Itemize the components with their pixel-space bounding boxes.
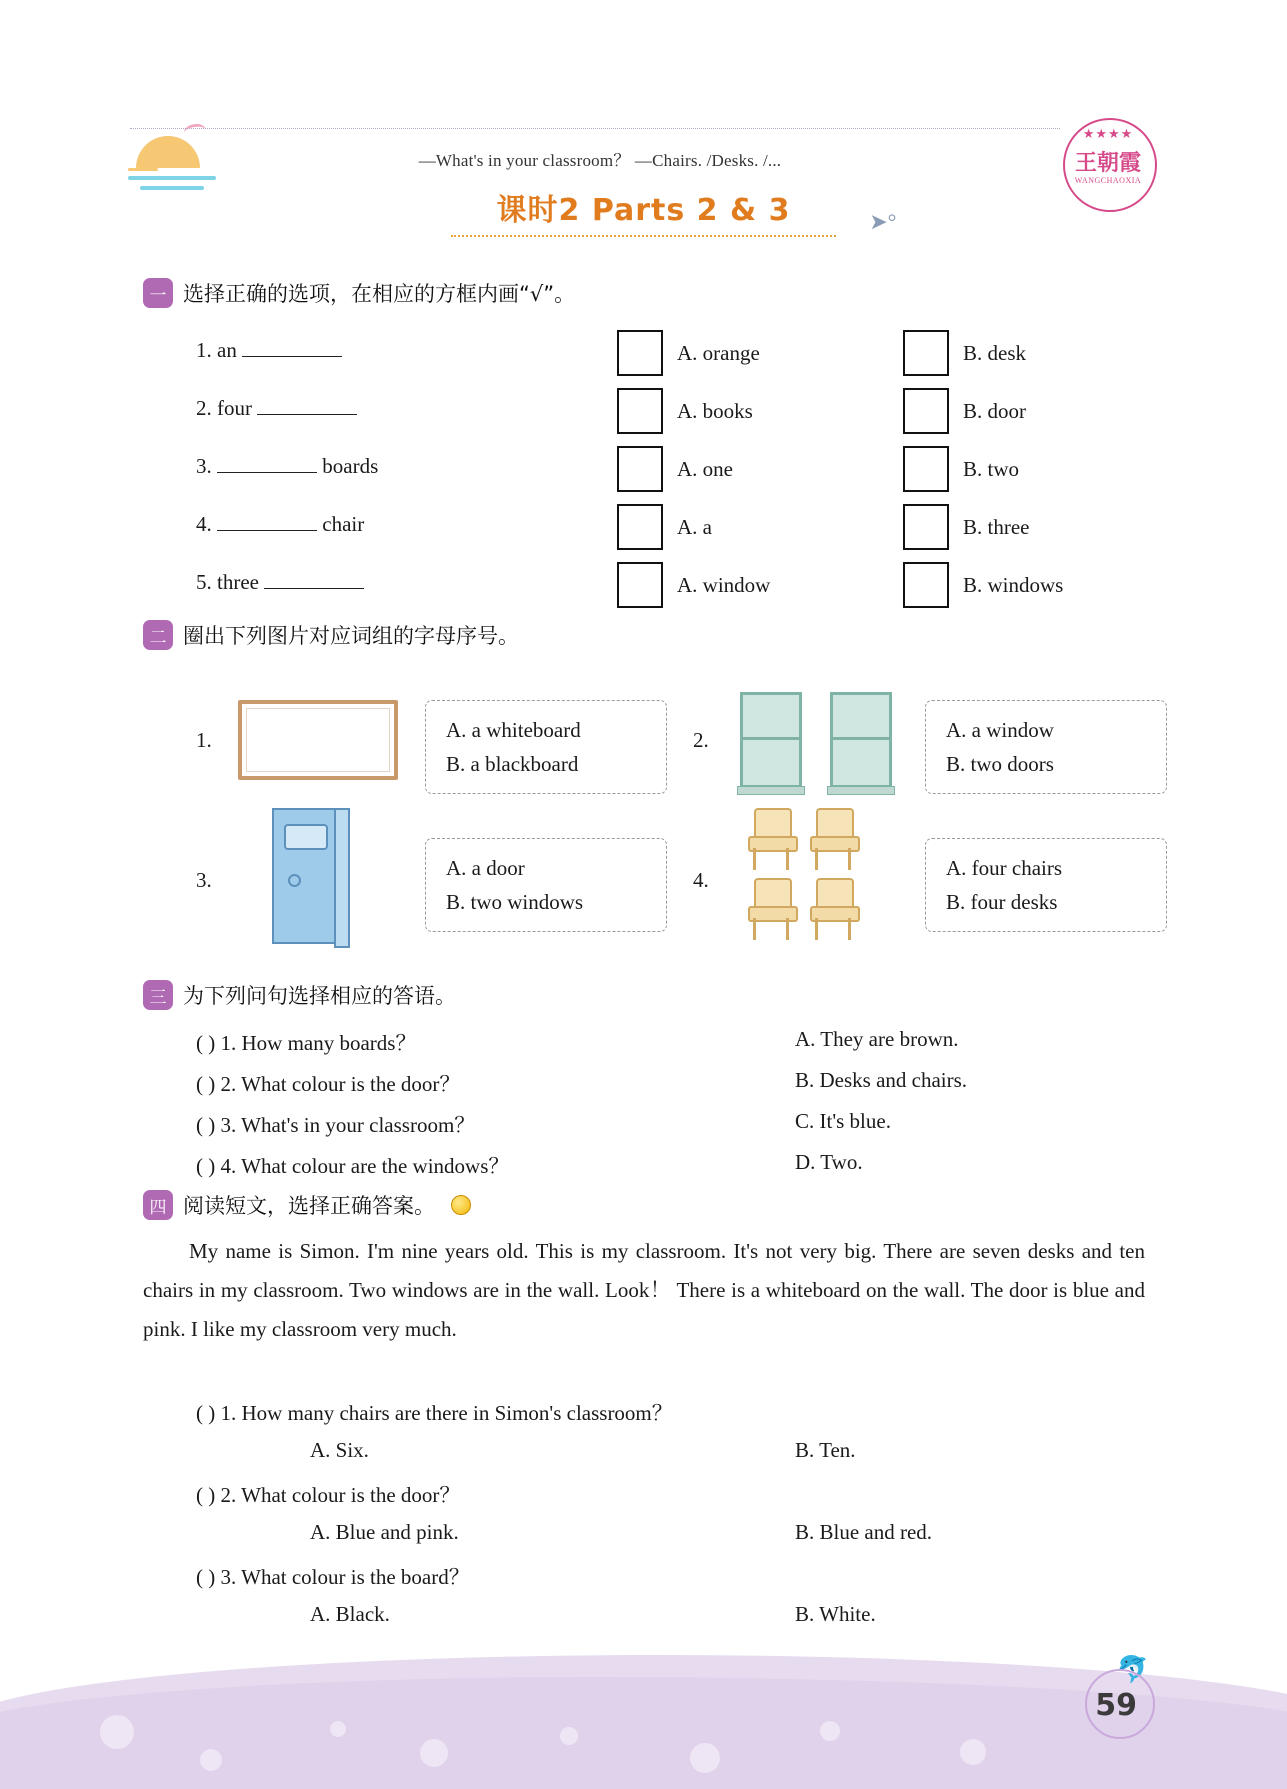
- s1-item-4-option-b[interactable]: [903, 504, 1029, 550]
- s3-answer-blank-4[interactable]: ( ): [196, 1154, 216, 1178]
- s1-item-3-word: boards: [322, 454, 379, 478]
- page-number: 59: [1095, 1688, 1137, 1723]
- whiteboard-picture: [238, 700, 398, 780]
- bubble-decoration: [420, 1739, 448, 1767]
- reading-passage-text: My name is Simon. I'm nine years old. This is my classroom. It's not very big. There are seven desks and ten chairs in my classroom. Two windows are in the wall. Look！ There is a whiteboard on the wall. The door is blue and pink. I like my classroom very much.: [143, 1239, 1145, 1341]
- s2-item-1-option-a[interactable]: A. a whiteboard: [446, 718, 581, 742]
- s1-item-4-label-a: A. a: [677, 514, 712, 539]
- reading-passage: [143, 1232, 1145, 1349]
- s2-item-4-option-a[interactable]: A. four chairs: [946, 856, 1063, 880]
- s4-question-3-option-a[interactable]: A. Black.: [310, 1602, 390, 1626]
- s4-question-3-no: 3.: [220, 1565, 237, 1589]
- s1-item-5-stem: [196, 569, 364, 595]
- s1-item-1-no: 1.: [196, 338, 212, 362]
- section-4-header: [143, 1190, 471, 1220]
- s1-item-1-checkbox-a[interactable]: [617, 330, 663, 376]
- s1-item-2-option-b[interactable]: [903, 388, 1026, 434]
- s1-item-2-option-a[interactable]: [617, 388, 753, 434]
- s1-item-4-no: 4.: [196, 512, 212, 536]
- s3-question-3-text: What's in your classroom？: [241, 1113, 476, 1137]
- section-3-number: 三: [143, 980, 173, 1010]
- section-4-number: 四: [143, 1190, 173, 1220]
- s4-question-2-option-a[interactable]: A. Blue and pink.: [310, 1520, 459, 1544]
- bubble-decoration: [560, 1727, 578, 1745]
- s3-answer-blank-1[interactable]: ( ): [196, 1031, 216, 1055]
- s1-item-1-stem: [196, 337, 342, 363]
- s4-question-1-text: How many chairs are there in Simon's classroom？: [241, 1401, 673, 1425]
- s2-item-2-option-a[interactable]: A. a window: [946, 718, 1054, 742]
- bird-icon: ➤°: [869, 209, 897, 234]
- s1-item-4-option-a[interactable]: [617, 504, 712, 550]
- s4-question-2-no: 2.: [220, 1483, 237, 1507]
- s1-item-1-option-b[interactable]: [903, 330, 1026, 376]
- s3-question-2[interactable]: [196, 1068, 460, 1098]
- s4-answer-blank-1[interactable]: ( ): [196, 1401, 216, 1425]
- s3-question-3[interactable]: [196, 1109, 475, 1139]
- s1-item-2-checkbox-a[interactable]: [617, 388, 663, 434]
- s4-question-2-option-b[interactable]: B. Blue and red.: [795, 1520, 933, 1544]
- s1-item-4-stem: [196, 511, 364, 537]
- s4-question-3[interactable]: [196, 1561, 470, 1591]
- s3-question-4-text: What colour are the windows？: [241, 1154, 510, 1178]
- s1-item-4-word: chair: [322, 512, 365, 536]
- s1-item-3-checkbox-a[interactable]: [617, 446, 663, 492]
- s2-item-4-option-b[interactable]: B. four desks: [946, 890, 1058, 914]
- stamp-brand-cn: 王朝霞: [1074, 151, 1141, 176]
- s1-item-3-no: 3.: [196, 454, 212, 478]
- s4-question-3-text: What colour is the board？: [241, 1565, 470, 1589]
- s1-item-1-label-b: B. desk: [963, 340, 1026, 365]
- s1-item-3-checkbox-b[interactable]: [903, 446, 949, 492]
- s1-item-4-blank: [217, 511, 317, 531]
- section-2-header: [143, 620, 519, 650]
- dolphin-icon: 🐬: [1116, 1655, 1149, 1684]
- s1-item-3-blank: [217, 453, 317, 473]
- s1-item-5-checkbox-a[interactable]: [617, 562, 663, 608]
- s2-item-3-option-a[interactable]: A. a door: [446, 856, 525, 880]
- s1-item-2-no: 2.: [196, 396, 212, 420]
- section-3-title: 为下列问句选择相应的答语。: [183, 984, 456, 1008]
- s1-item-3-option-a[interactable]: [617, 446, 733, 492]
- header-divider: [130, 128, 1060, 129]
- s2-item-4-no: 4.: [693, 868, 709, 892]
- s4-question-1[interactable]: [196, 1397, 673, 1427]
- s4-question-2-text: What colour is the door？: [241, 1483, 461, 1507]
- lesson-title-text: 课时2 Parts 2 & 3: [496, 193, 791, 228]
- s4-question-1-option-a[interactable]: A. Six.: [310, 1438, 369, 1462]
- page-footer: [0, 1629, 1287, 1789]
- s1-item-5-option-b[interactable]: [903, 562, 1063, 608]
- s3-question-2-text: What colour is the door？: [241, 1072, 461, 1096]
- s1-item-4-label-b: B. three: [963, 514, 1030, 539]
- bubble-decoration: [690, 1743, 720, 1773]
- sunrise-icon: [128, 122, 218, 192]
- s2-item-3-options[interactable]: [425, 838, 667, 932]
- s4-question-1-option-b[interactable]: B. Ten.: [795, 1438, 856, 1462]
- s3-question-1-text: How many boards？: [241, 1031, 417, 1055]
- stamp-stars: ★★★★: [1082, 126, 1134, 141]
- section-3-header: [143, 980, 456, 1010]
- s3-question-4[interactable]: [196, 1150, 509, 1180]
- running-head-text: —What's in your classroom？ —Chairs. /Desks. /...: [418, 151, 782, 170]
- section-4-title: 阅读短文，选择正确答案。: [183, 1194, 435, 1218]
- s3-answer-1: A. They are brown.: [795, 1027, 959, 1051]
- s1-item-1-checkbox-b[interactable]: [903, 330, 949, 376]
- s1-item-5-option-a[interactable]: [617, 562, 770, 608]
- s3-question-3-no: 3.: [220, 1113, 237, 1137]
- s1-item-2-label-b: B. door: [963, 398, 1026, 423]
- bubble-decoration: [330, 1721, 346, 1737]
- s3-question-1[interactable]: [196, 1027, 416, 1057]
- s1-item-5-word: three: [217, 570, 259, 594]
- section-2-title: 圈出下列图片对应词组的字母序号。: [183, 624, 519, 648]
- s3-question-4-no: 4.: [220, 1154, 237, 1178]
- bubble-decoration: [960, 1739, 986, 1765]
- s3-question-1-no: 1.: [220, 1031, 237, 1055]
- s3-answer-2: B. Desks and chairs.: [795, 1068, 968, 1092]
- s1-item-1-word: an: [217, 338, 237, 362]
- s1-item-5-checkbox-b[interactable]: [903, 562, 949, 608]
- s2-item-1-option-b[interactable]: B. a blackboard: [446, 752, 579, 776]
- s1-item-2-label-a: A. books: [677, 398, 753, 423]
- s1-item-3-label-b: B. two: [963, 456, 1020, 481]
- door-picture: [272, 808, 340, 944]
- s4-question-1-no: 1.: [220, 1401, 237, 1425]
- s4-answer-blank-2[interactable]: ( ): [196, 1483, 216, 1507]
- s1-item-5-label-a: A. window: [677, 572, 771, 597]
- s3-answer-blank-2[interactable]: ( ): [196, 1072, 216, 1096]
- s4-question-2[interactable]: [196, 1479, 460, 1509]
- bubble-decoration: [100, 1715, 134, 1749]
- s1-item-2-checkbox-b[interactable]: [903, 388, 949, 434]
- s2-item-2-option-b[interactable]: B. two doors: [946, 752, 1054, 776]
- s1-item-4-checkbox-a[interactable]: [617, 504, 663, 550]
- bubble-decoration: [200, 1749, 222, 1771]
- s1-item-1-label-a: A. orange: [677, 340, 760, 365]
- s1-item-5-no: 5.: [196, 570, 212, 594]
- s1-item-3-label-a: A. one: [677, 456, 733, 481]
- s1-item-4-checkbox-b[interactable]: [903, 504, 949, 550]
- s1-item-1-blank: [242, 337, 342, 357]
- s4-answer-blank-3[interactable]: ( ): [196, 1565, 216, 1589]
- section-1-header: [143, 278, 575, 308]
- s1-item-2-word: four: [217, 396, 252, 420]
- s1-item-3-stem: [196, 453, 378, 479]
- s2-item-1-no: 1.: [196, 728, 212, 752]
- section-1-title: 选择正确的选项，在相应的方框内画“√”。: [183, 282, 576, 306]
- stamp-brand-en: WANGCHAOXIA: [1074, 176, 1142, 185]
- s2-item-2-no: 2.: [693, 728, 709, 752]
- section-1-number: 一: [143, 278, 173, 308]
- s3-answer-3: C. It's blue.: [795, 1109, 891, 1133]
- s1-item-1-option-a[interactable]: [617, 330, 760, 376]
- bulb-icon: [451, 1195, 471, 1215]
- s1-item-5-blank: [264, 569, 364, 589]
- s1-item-3-option-b[interactable]: [903, 446, 1019, 492]
- four-chairs-picture: [748, 808, 878, 948]
- s2-item-4-options[interactable]: [925, 838, 1167, 932]
- s2-item-1-options[interactable]: [425, 700, 667, 794]
- lesson-title: [0, 185, 1287, 237]
- s1-item-2-blank: [257, 395, 357, 415]
- s3-question-2-no: 2.: [220, 1072, 237, 1096]
- bubble-decoration: [820, 1721, 840, 1741]
- s1-item-2-stem: [196, 395, 357, 421]
- section-2-number: 二: [143, 620, 173, 650]
- s3-answer-4: D. Two.: [795, 1150, 863, 1174]
- s4-question-3-option-b[interactable]: B. White.: [795, 1602, 876, 1626]
- s1-item-5-label-b: B. windows: [963, 572, 1064, 597]
- s2-item-3-no: 3.: [196, 868, 212, 892]
- s2-item-3-option-b[interactable]: B. two windows: [446, 890, 584, 914]
- s3-answer-blank-3[interactable]: ( ): [196, 1113, 216, 1137]
- s2-item-2-options[interactable]: [925, 700, 1167, 794]
